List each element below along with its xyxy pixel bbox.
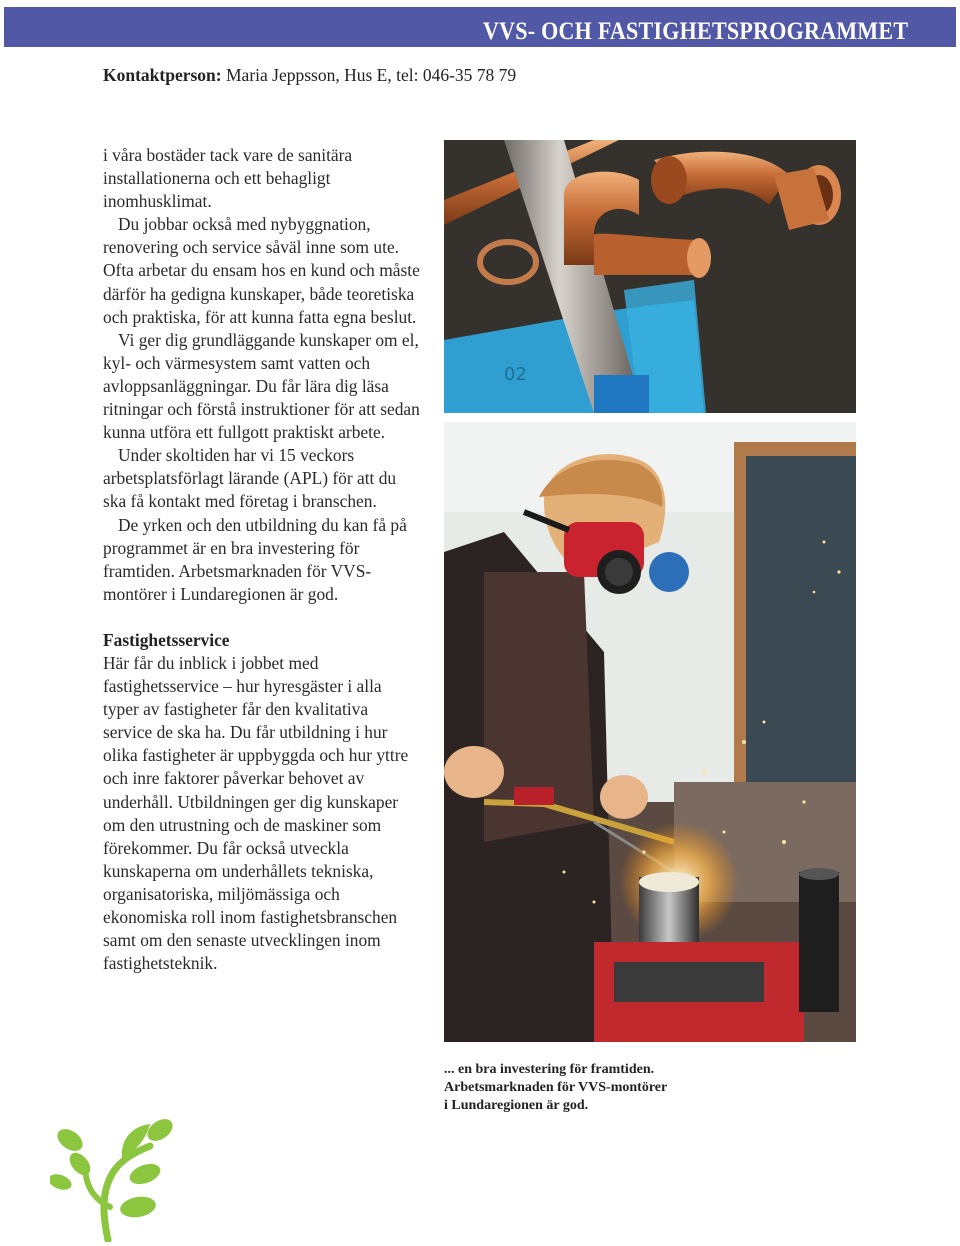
- section-heading: Fastighetsservice: [103, 629, 230, 650]
- photo-caption: [444, 1061, 744, 1115]
- welding-student-photo: [444, 422, 856, 1042]
- svg-text:02: 02: [504, 364, 527, 385]
- contact-line: [103, 64, 516, 86]
- body-paragraph: Vi ger dig grundläggande kunskaper om el, kyl- och värmesystem samt vatten och avloppsanläggningar. Du får lära dig läsa ritningar och förstå instruktioner för att sedan kunna utföra ett fullgott praktiskt arbete.: [103, 329, 420, 443]
- body-text-column: [103, 144, 421, 975]
- header-banner: [4, 7, 956, 47]
- body-paragraph: i våra bostäder tack vare de sanitära installationerna och ett behagligt inomhusklimat.: [103, 145, 353, 212]
- page-title: VVS- OCH FASTIGHETSPROGRAMMET: [482, 18, 908, 45]
- body-paragraph: Under skoltiden har vi 15 veckors arbetsplatsförlagt lärande (APL) för att du ska få kontakt med företag i branschen.: [103, 445, 397, 512]
- caption-line: i Lundaregionen är god.: [444, 1098, 589, 1113]
- body-paragraph: Du jobbar också med nybyggnation, renovering och service såväl inne som ute. Ofta arbetar du ensam hos en kund och måste därför ha gedigna kunskaper, både teoretiska och praktiska, för att kunna fatta egna beslut.: [103, 214, 420, 327]
- caption-line: Arbetsmarknaden för VVS-montörer: [444, 1080, 668, 1095]
- body-paragraph: De yrken och den utbildning du kan få på programmet är en bra investering för framtiden. Arbetsmarknaden för VVS-montörer i Lundaregionen är god.: [103, 514, 407, 604]
- sprout-icon: [50, 1112, 180, 1242]
- copper-fittings-photo: [444, 140, 856, 413]
- section-paragraph: Här får du inblick i jobbet med fastighetsservice – hur hyresgäster i alla typer av fastigheter får den kvalitativa service de ska ha. Du får utbildning i hur olika fastigheter är uppbyggda och hur yttre och inre faktorer påverkar behovet av underhåll. Utbildningen ger dig kunskaper om den utrustning och de maskiner som förekommer. Du får också utveckla kunskaperna om underhållets tekniska, organisatoriska, miljömässiga och ekonomiska roll inom fastighetsbranschen samt om den senaste utvecklingen inom fastighetsteknik.: [103, 652, 409, 974]
- contact-value: Maria Jeppsson, Hus E, tel: 046-35 78 79: [226, 65, 517, 85]
- contact-label: Kontaktperson:: [103, 65, 222, 85]
- caption-line: ... en bra investering för framtiden.: [444, 1062, 655, 1077]
